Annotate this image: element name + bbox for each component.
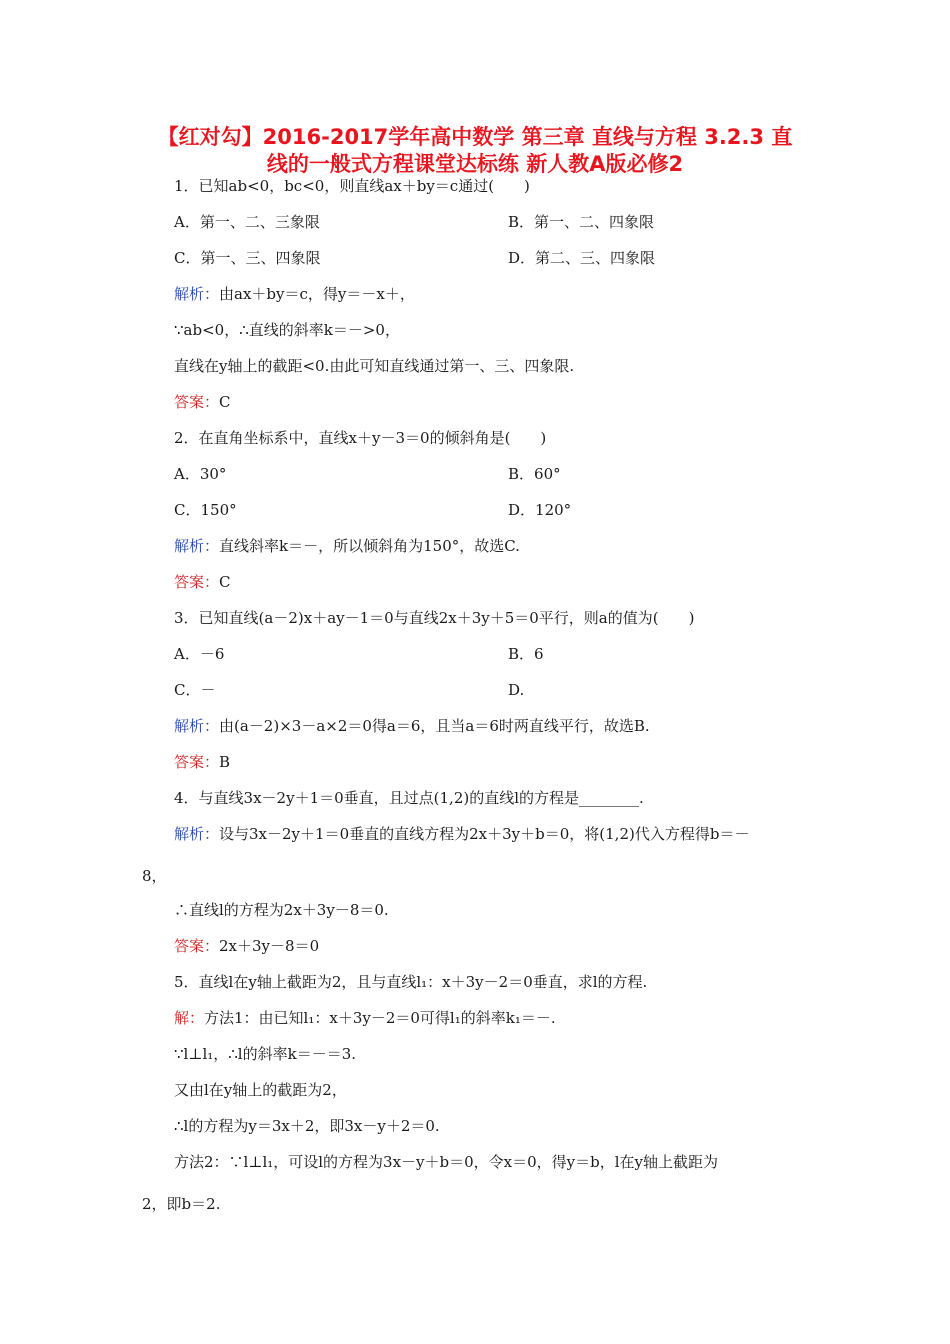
q1-answer — [174, 392, 231, 412]
analysis-text: 设与3x－2y＋1＝0垂直的直线方程为2x＋3y＋b＝0，将(1,2)代入方程得b＝－ — [219, 825, 750, 843]
analysis-label: 解析： — [174, 825, 220, 843]
answer-label: 答案： — [174, 937, 220, 955]
q5-solution-4: ∴l的方程为y＝3x＋2，即3x－y＋2＝0. — [174, 1117, 440, 1135]
q3-analysis-1 — [174, 716, 650, 736]
q5-stem: 5．直线l在y轴上截距为2，且与直线l₁：x＋3y－2＝0垂直，求l的方程. — [174, 973, 648, 991]
q4-stem: 4．与直线3x－2y＋1＝0垂直，且过点(1,2)的直线l的方程是________. — [174, 789, 644, 807]
q1-option-b: B．第一、二、四象限 — [508, 213, 655, 231]
q1-analysis-2: ∵ab<0，∴直线的斜率k＝－>0， — [174, 321, 400, 339]
q1-option-c: C．第一、三、四象限 — [174, 249, 321, 267]
document-title — [100, 124, 850, 178]
q2-option-d: D．120° — [508, 501, 572, 519]
q3-option-a: A．－6 — [174, 645, 225, 663]
answer-value: B — [219, 753, 231, 771]
answer-label: 答案： — [174, 753, 220, 771]
q2-analysis-1 — [174, 536, 520, 556]
q5-solution-3: 又由l在y轴上的截距为2， — [174, 1081, 347, 1099]
q1-analysis-1 — [174, 284, 415, 304]
q2-option-a: A．30° — [174, 465, 227, 483]
solution-text: 方法1：由已知l₁：x＋3y－2＝0可得l₁的斜率k₁＝－. — [204, 1009, 556, 1027]
solution-label: 解： — [174, 1009, 205, 1027]
analysis-label: 解析： — [174, 285, 220, 303]
q4-analysis-1 — [174, 824, 749, 844]
answer-label: 答案： — [174, 393, 220, 411]
q2-option-c: C．150° — [174, 501, 237, 519]
answer-label: 答案： — [174, 573, 220, 591]
q2-option-b: B．60° — [508, 465, 561, 483]
q1-stem: 1．已知ab<0，bc<0，则直线ax＋by＝c通过( ) — [174, 177, 530, 195]
answer-value: 2x＋3y－8＝0 — [219, 937, 320, 955]
q5-solution-5-cont: 2，即b＝2. — [142, 1195, 221, 1213]
q4-answer — [174, 936, 319, 956]
q1-option-d: D．第二、三、四象限 — [508, 249, 656, 267]
q3-stem: 3．已知直线(a－2)x＋ay－1＝0与直线2x＋3y＋5＝0平行，则a的值为( ) — [174, 609, 695, 627]
q3-option-c: C．－ — [174, 681, 216, 699]
analysis-label: 解析： — [174, 717, 220, 735]
q5-solution-5: 方法2：∵l⊥l₁，可设l的方程为3x－y＋b＝0，令x＝0，得y＝b，l在y轴上截距为 — [174, 1153, 719, 1171]
analysis-text: 由(a－2)×3－a×2＝0得a＝6，且当a＝6时两直线平行，故选B. — [219, 717, 650, 735]
q4-analysis-2: ∴直线l的方程为2x＋3y－8＝0. — [174, 901, 389, 919]
analysis-label: 解析： — [174, 537, 220, 555]
q3-option-b: B．6 — [508, 645, 544, 663]
title-line-2: 线的一般式方程课堂达标练 新人教A版必修2 — [266, 152, 684, 176]
q5-solution-2: ∵l⊥l₁，∴l的斜率k＝－＝3. — [174, 1045, 357, 1063]
q1-option-a: A．第一、二、三象限 — [174, 213, 320, 231]
q2-answer — [174, 572, 231, 592]
q5-solution-1 — [174, 1008, 556, 1028]
analysis-text: 由ax＋by＝c，得y＝－x＋， — [219, 285, 415, 303]
analysis-text: 直线斜率k＝－，所以倾斜角为150°，故选C. — [219, 537, 520, 555]
title-line-1: 【红对勾】2016-2017学年高中数学 第三章 直线与方程 3.2.3 直 — [157, 125, 793, 149]
q1-analysis-3: 直线在y轴上的截距<0.由此可知直线通过第一、三、四象限. — [174, 357, 575, 375]
answer-value: C — [219, 393, 231, 411]
answer-value: C — [219, 573, 231, 591]
q3-answer — [174, 752, 230, 772]
q4-analysis-1-cont: 8， — [142, 867, 167, 885]
q3-option-d: D. — [508, 681, 525, 699]
q2-stem: 2．在直角坐标系中，直线x＋y－3＝0的倾斜角是( ) — [174, 429, 547, 447]
